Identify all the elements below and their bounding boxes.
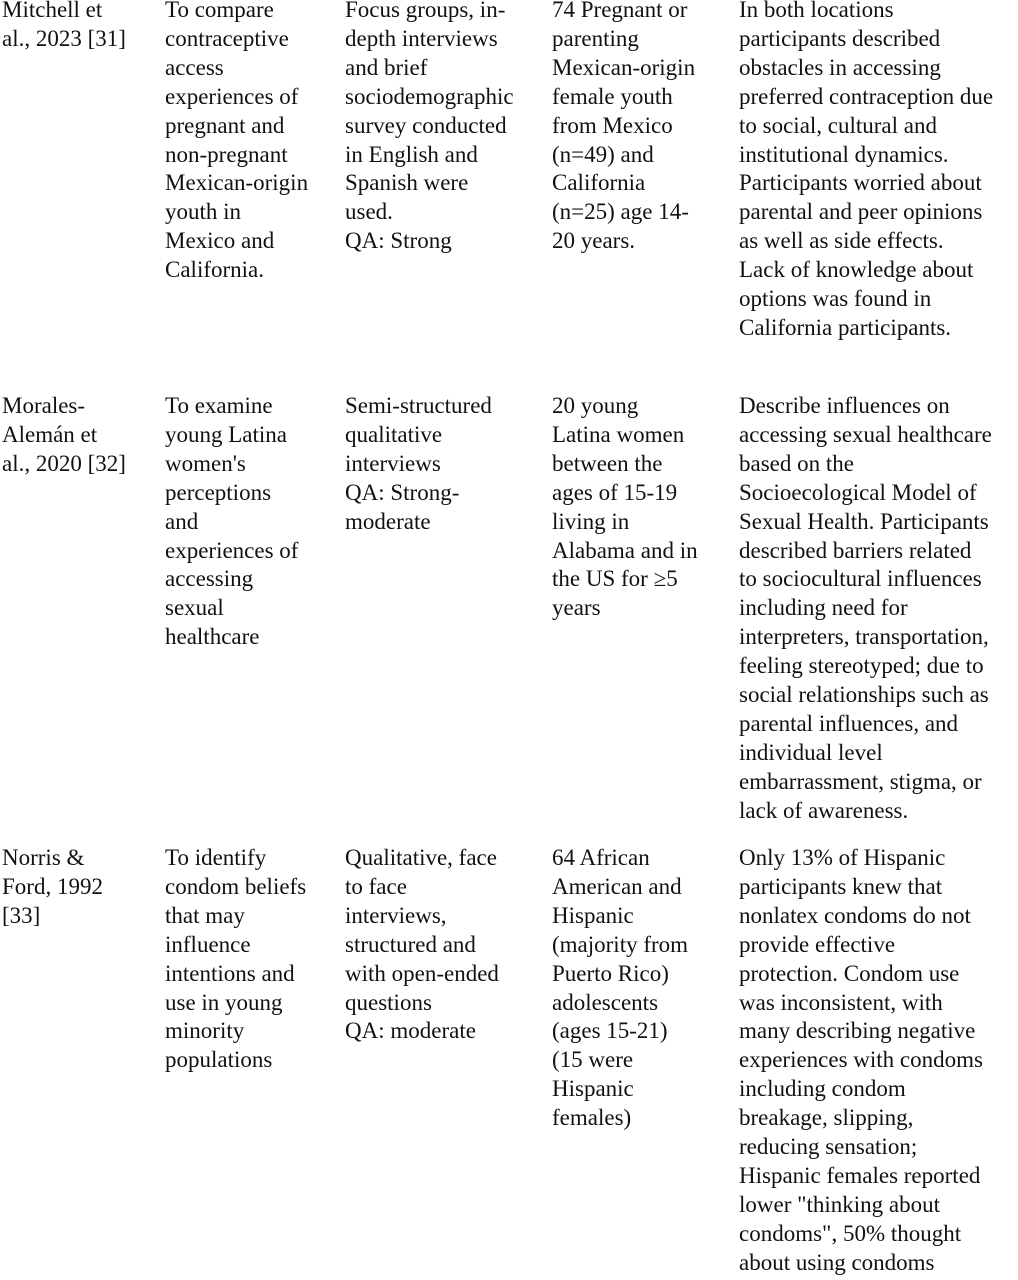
study-cell: Norris & Ford, 1992 [33] bbox=[2, 845, 103, 928]
study-cell: Mitchell et al., 2023 [31] bbox=[2, 0, 126, 51]
findings-cell: Describe influences on accessing sexual healthcare based on the Socioecological Model of Sexual Health. Participants described barriers related to sociocultural influences including need for interpreters, transportation, feeling stereotyped; due to social relationships such as parental influences, and individual level embarrassment, stigma, or lack of awareness. bbox=[739, 393, 992, 823]
study-cell: Morales- Alemán et al., 2020 [32] bbox=[2, 393, 126, 476]
findings-cell: Only 13% of Hispanic participants knew that nonlatex condoms do not provide effective protection. Condom use was inconsistent, with many describing negative experiences with condoms including condom breakage, slipping, reducing sensation; Hispanic females reported lower "thinking about condoms", 50% thought about using condoms bbox=[739, 845, 983, 1275]
findings-cell: In both locations participants described obstacles in accessing preferred contraception due to social, cultural and institutional dynamics. Participants worried about parental and peer opinions as well as side effects. Lack of knowledge about options was found in California participants. bbox=[739, 0, 994, 340]
participants-cell: 64 African American and Hispanic (majority from Puerto Rico) adolescents (ages 15-21) (15 were Hispanic females) bbox=[552, 845, 689, 1131]
methods-cell: Focus groups, in- depth interviews and brief sociodemographic survey conducted in English and Spanish were used. QA: Strong bbox=[345, 0, 514, 254]
methods-cell: Qualitative, face to face interviews, structured and with open-ended questions QA: moderate bbox=[345, 845, 499, 1044]
methods-cell: Semi-structured qualitative interviews QA: Strong- moderate bbox=[345, 393, 492, 534]
aim-cell: To compare contraceptive access experiences of pregnant and non-pregnant Mexican-origin youth in Mexico and California. bbox=[165, 0, 309, 283]
participants-cell: 20 young Latina women between the ages of 15-19 living in Alabama and in the US for ≥5 years bbox=[552, 393, 698, 621]
aim-cell: To identify condom beliefs that may influence intentions and use in young minority populations bbox=[165, 845, 307, 1073]
aim-cell: To examine young Latina women's perceptions and experiences of accessing sexual healthcare bbox=[165, 393, 299, 650]
participants-cell: 74 Pregnant or parenting Mexican-origin female youth from Mexico (n=49) and California (n=25) age 14- 20 years. bbox=[552, 0, 696, 254]
